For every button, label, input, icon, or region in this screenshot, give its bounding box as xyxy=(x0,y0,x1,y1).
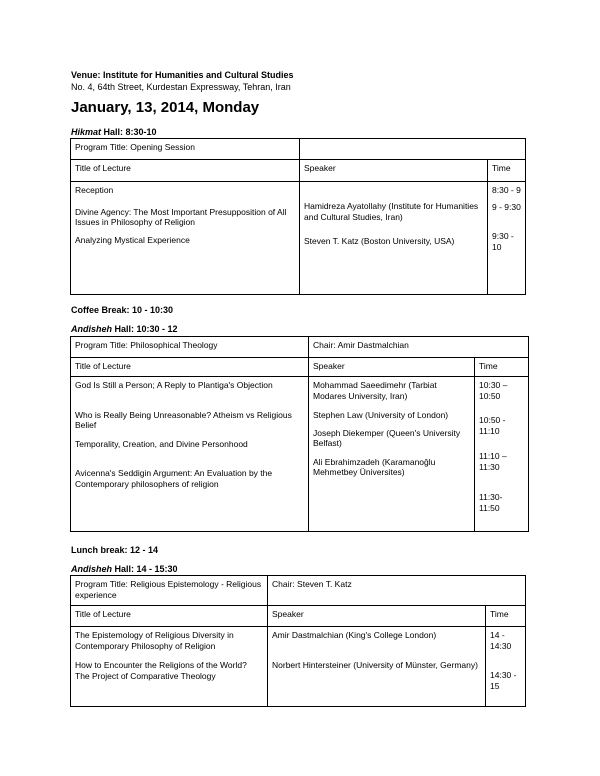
chair-cell xyxy=(309,337,529,358)
time-slot: 14:30 - 15 xyxy=(490,670,517,691)
lecture-title: God Is Still a Person; A Reply to Plantiga's Objection xyxy=(75,380,273,390)
times-cell xyxy=(488,182,526,295)
time-slot: 9:30 - 10 xyxy=(492,231,514,252)
program-title-cell xyxy=(71,337,309,358)
lecture-title: Reception xyxy=(75,185,114,195)
schedule-table-2 xyxy=(70,336,529,532)
speaker-name: Amir Dastmalchian (King's College London) xyxy=(272,630,437,640)
lecture-title: How to Encounter the Religions of the World? The Project of Comparative Theology xyxy=(75,660,247,681)
program-title-cell xyxy=(71,139,300,160)
time-slot: 10:30 – 10:50 xyxy=(479,380,508,401)
time-slot: 9 - 9:30 xyxy=(492,201,521,212)
header-title: Title of Lecture xyxy=(71,160,300,182)
header-time: Time xyxy=(488,160,526,182)
hall-name: Hikmat xyxy=(71,127,102,137)
header-title: Title of Lecture xyxy=(71,358,309,377)
times-cell xyxy=(475,377,529,532)
speakers-cell xyxy=(309,377,475,532)
program-title: Program Title: Religious Epistemology - Religious experience xyxy=(75,579,262,600)
speaker-name: Norbert Hintersteiner (University of Münster, Germany) xyxy=(272,659,478,670)
titles-cell xyxy=(71,377,309,532)
schedule-table-1 xyxy=(70,138,526,295)
hall-time: Hall: 14 - 15:30 xyxy=(112,564,178,574)
header-title: Title of Lecture xyxy=(71,606,268,627)
chair-text: Chair: Amir Dastmalchian xyxy=(313,340,409,350)
hall-heading-2 xyxy=(71,324,178,334)
time-slot: 8:30 - 9 xyxy=(492,185,521,195)
chair-text: Chair: Steven T. Katz xyxy=(272,579,352,589)
time-slot: 11:10 – 11:30 xyxy=(479,451,507,472)
speakers-cell xyxy=(268,627,486,707)
program-title-cell xyxy=(71,576,268,606)
speaker-name: Joseph Diekemper (Queen's University Belfast) xyxy=(313,427,461,448)
speaker-name: Hamidreza Ayatollahy (Institute for Humanities and Cultural Studies, Iran) xyxy=(304,201,479,222)
coffee-break: Coffee Break: 10 - 10:30 xyxy=(71,305,174,315)
hall-name: Andisheh xyxy=(71,324,113,334)
header-time: Time xyxy=(475,358,529,377)
speaker-name: Mohammad Saeedimehr (Tarbiat Modares University, Iran) xyxy=(313,380,437,401)
hall-heading-3 xyxy=(71,564,178,574)
chair-cell xyxy=(300,139,526,160)
hall-heading-1 xyxy=(71,127,157,137)
header-time: Time xyxy=(486,606,526,627)
lecture-title: The Epistemology of Religious Diversity in Contemporary Philosophy of Religion xyxy=(75,630,234,651)
time-slot: 14 - 14:30 xyxy=(490,630,512,651)
time-slot: 11:30- 11:50 xyxy=(479,492,503,513)
speaker-name: Stephen Law (University of London) xyxy=(313,410,449,420)
speakers-cell xyxy=(300,182,488,295)
times-cell xyxy=(486,627,526,707)
program-title: Program Title: Opening Session xyxy=(75,142,196,152)
hall-time: Hall: 8:30-10 xyxy=(101,127,157,137)
hall-name: Andisheh xyxy=(71,564,113,574)
lecture-title: Who is Really Being Unreasonable? Atheism vs Religious Belief xyxy=(75,409,292,430)
time-slot: 10:50 - 11:10 xyxy=(479,415,506,436)
header-speaker: Speaker xyxy=(268,606,486,627)
venue-label: Venue: Institute for Humanities and Cultural Studies xyxy=(71,70,294,80)
header-speaker: Speaker xyxy=(300,160,488,182)
lecture-title: Divine Agency: The Most Important Presupposition of All Issues in Philosophy of Religion xyxy=(75,206,287,227)
program-title: Program Title: Philosophical Theology xyxy=(75,340,218,350)
venue-block xyxy=(71,69,294,93)
lecture-title: Temporality, Creation, and Divine Personhood xyxy=(75,438,248,449)
speaker-name: Steven T. Katz (Boston University, USA) xyxy=(304,236,455,246)
speaker-name: Ali Ebrahimzadeh (Karamanoğlu Mehmetbey Üniversites) xyxy=(313,456,436,477)
page-title: January, 13, 2014, Monday xyxy=(71,99,260,116)
titles-cell xyxy=(71,627,268,707)
schedule-table-3 xyxy=(70,575,526,707)
venue-address: No. 4, 64th Street, Kurdestan Expressway, Tehran, Iran xyxy=(71,82,291,92)
hall-time: Hall: 10:30 - 12 xyxy=(112,324,178,334)
header-speaker: Speaker xyxy=(309,358,475,377)
chair-cell xyxy=(268,576,526,606)
lecture-title: Analyzing Mystical Experience xyxy=(75,234,190,245)
lecture-title: Avicenna's Seddigin Argument: An Evaluation by the Contemporary philosophers of religion xyxy=(75,468,273,489)
lunch-break: Lunch break: 12 - 14 xyxy=(71,545,159,555)
titles-cell xyxy=(71,182,300,295)
